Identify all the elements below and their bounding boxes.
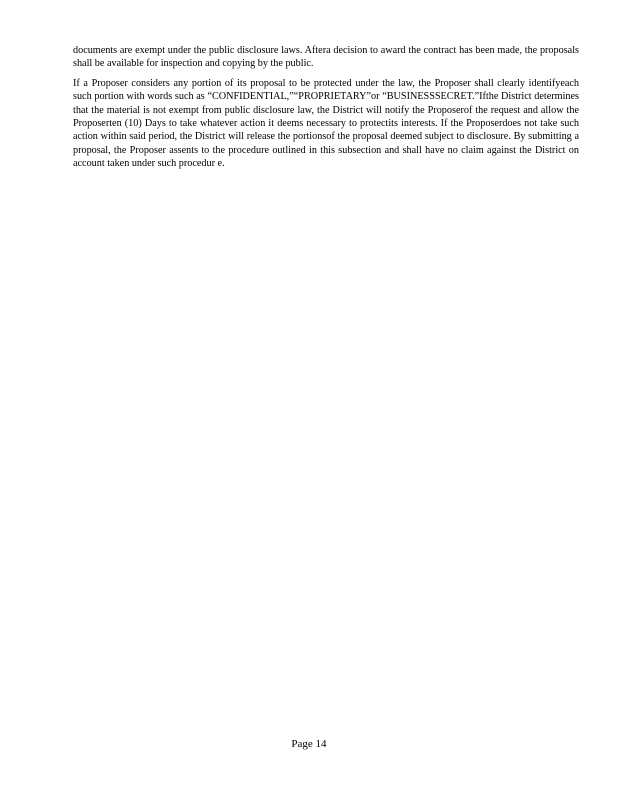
document-body xyxy=(73,44,579,177)
paragraph-confidential-procedure: If a Proposer considers any portion of its proposal to be protected under the law, the Proposer shall clearly identifyeach such portion with words such as “CONFIDENTIAL,”“PROPRIETARY”or “BUSINESSSECRET.”Ifthe District determines that the material is not exempt from public disclosure law, the District will notify the Proposerof the request and allow the Proposerten (10) Days to take whatever action it deems necessary to protectits interests. If the Proposerdoes not take such action within said period, the District will release the portionsof the proposal deemed subject to disclosure. By submitting a proposal, the Proposer assents to the procedure outlined in this subsection and shall have no claim against the District on account taken under such procedur e. xyxy=(73,77,579,170)
paragraph-disclosure-intro: documents are exempt under the public disclosure laws. Aftera decision to award the contract has been made, the proposals shall be available for inspection and copying by the public. xyxy=(73,45,579,70)
page-number: Page 14 xyxy=(291,738,327,750)
